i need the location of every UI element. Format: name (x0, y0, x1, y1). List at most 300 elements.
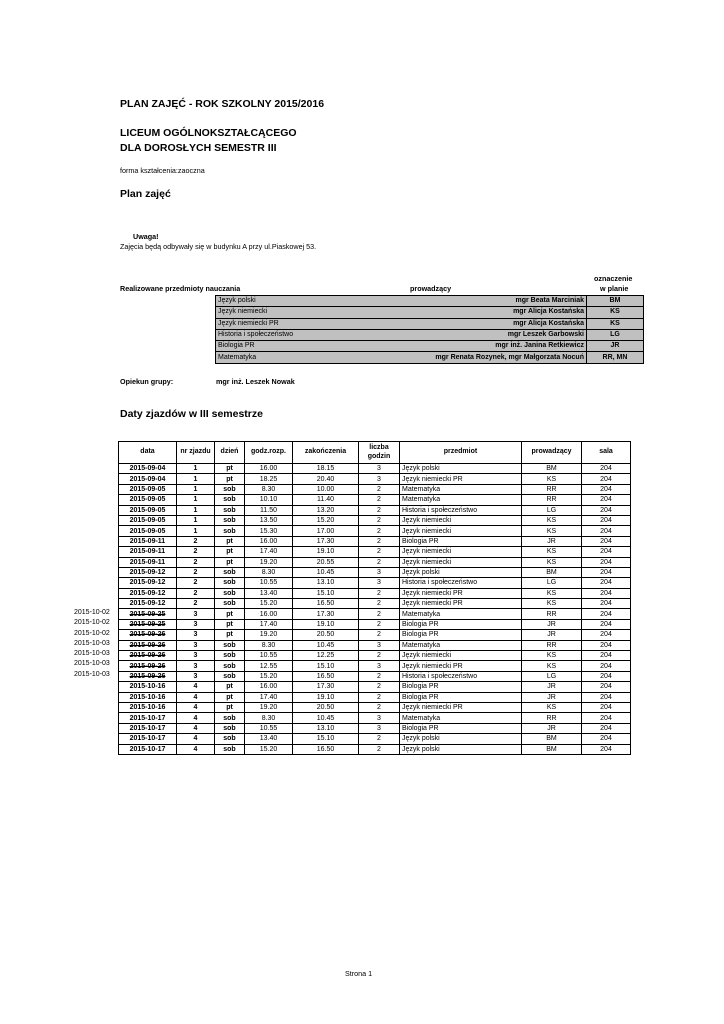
schedule-row (119, 661, 631, 671)
schedule-end: 10.00 (293, 484, 359, 494)
schedule-teacher: KS (522, 702, 582, 712)
schedule-row (119, 588, 631, 598)
subject-teacher: mgr Leszek Garbowski (390, 329, 587, 340)
schedule-hours: 2 (359, 744, 400, 754)
schedule-row (119, 547, 631, 557)
schedule-start: 8.30 (245, 484, 293, 494)
schedule-teacher: RR (522, 495, 582, 505)
schedule-nr: 1 (177, 526, 215, 536)
schedule-nr: 1 (177, 505, 215, 515)
schedule-row (119, 599, 631, 609)
schedule-row (119, 723, 631, 733)
schedule-row (119, 515, 631, 525)
schedule-hours: 3 (359, 713, 400, 723)
schedule-day: pt (215, 474, 245, 484)
schedule-hours: 2 (359, 630, 400, 640)
schedule-start: 15.20 (245, 671, 293, 681)
schedule-row (119, 609, 631, 619)
schedule-date: 2015-09-26 (119, 651, 177, 661)
schedule-hours: 2 (359, 702, 400, 712)
schedule-room: 204 (582, 547, 631, 557)
schedule-end: 10.45 (293, 567, 359, 577)
schedule-teacher: JR (522, 723, 582, 733)
schedule-hours: 2 (359, 682, 400, 692)
schedule-nr: 3 (177, 609, 215, 619)
subject-teacher: mgr inż. Janina Retkiewicz (390, 341, 587, 352)
schedule-end: 20.50 (293, 630, 359, 640)
schedule-end: 13.10 (293, 578, 359, 588)
schedule-end: 15.10 (293, 734, 359, 744)
schedule-hours: 3 (359, 474, 400, 484)
schedule-row (119, 557, 631, 567)
schedule-row (119, 567, 631, 577)
col-day: dzień (215, 442, 245, 464)
schedule-teacher: JR (522, 682, 582, 692)
schedule-end: 15.20 (293, 515, 359, 525)
schedule-hours: 2 (359, 619, 400, 629)
schedule-subject: Język polski (400, 567, 522, 577)
rescheduled-date: 2015-10-03 (74, 670, 110, 678)
schedule-start: 8.30 (245, 713, 293, 723)
subject-row (216, 307, 644, 318)
schedule-day: pt (215, 692, 245, 702)
schedule-room: 204 (582, 474, 631, 484)
schedule-row (119, 651, 631, 661)
schedule-day: sob (215, 588, 245, 598)
schedule-hours: 2 (359, 515, 400, 525)
notice-label: Uwaga! (133, 232, 159, 241)
schedule-day: pt (215, 464, 245, 474)
schedule-teacher: KS (522, 651, 582, 661)
schedule-teacher: KS (522, 588, 582, 598)
schedule-end: 19.10 (293, 692, 359, 702)
schedule-day: sob (215, 495, 245, 505)
schedule-start: 19.20 (245, 557, 293, 567)
schedule-start: 15.20 (245, 599, 293, 609)
schedule-nr: 3 (177, 619, 215, 629)
col-start: godz.rozp. (245, 442, 293, 464)
schedule-start: 10.10 (245, 495, 293, 505)
col-nr: nr zjazdu (177, 442, 215, 464)
subject-code: LG (587, 329, 644, 340)
schedule-date: 2015-09-05 (119, 484, 177, 494)
subject-name: Matematyka (216, 352, 391, 363)
schedule-date: 2015-10-17 (119, 713, 177, 723)
col-end: zakończenia (293, 442, 359, 464)
schedule-date: 2015-09-12 (119, 599, 177, 609)
schedule-room: 204 (582, 692, 631, 702)
schedule-hours: 2 (359, 671, 400, 681)
subject-code: KS (587, 318, 644, 329)
schedule-day: pt (215, 702, 245, 712)
schedule-date: 2015-09-04 (119, 464, 177, 474)
schedule-nr: 2 (177, 557, 215, 567)
schedule-subject: Biologia PR (400, 692, 522, 702)
schedule-room: 204 (582, 464, 631, 474)
schedule-end: 17.30 (293, 682, 359, 692)
schedule-nr: 2 (177, 578, 215, 588)
schedule-date: 2015-09-26 (119, 640, 177, 650)
schedule-subject: Język polski (400, 734, 522, 744)
schedule-nr: 4 (177, 744, 215, 754)
col-subject: przedmiot (400, 442, 522, 464)
col-room: sala (582, 442, 631, 464)
schedule-start: 13.40 (245, 588, 293, 598)
schedule-room: 204 (582, 702, 631, 712)
schedule-date: 2015-09-11 (119, 557, 177, 567)
subject-row (216, 329, 644, 340)
schedule-row (119, 630, 631, 640)
schedule-teacher: RR (522, 484, 582, 494)
page-number: Strona 1 (345, 969, 373, 978)
rescheduled-date: 2015-10-02 (74, 619, 110, 627)
schedule-nr: 2 (177, 599, 215, 609)
schedule-start: 8.30 (245, 640, 293, 650)
schedule-heading: Daty zjazdów w III semestrze (120, 408, 263, 420)
schedule-hours: 2 (359, 484, 400, 494)
schedule-hours: 2 (359, 547, 400, 557)
schedule-room: 204 (582, 557, 631, 567)
schedule-date: 2015-09-26 (119, 661, 177, 671)
schedule-date: 2015-09-25 (119, 619, 177, 629)
schedule-teacher: KS (522, 557, 582, 567)
schedule-start: 16.00 (245, 464, 293, 474)
schedule-row (119, 671, 631, 681)
schedule-date: 2015-09-26 (119, 630, 177, 640)
schedule-day: sob (215, 671, 245, 681)
subject-row (216, 341, 644, 352)
subject-name: Język niemiecki PR (216, 318, 391, 329)
schedule-teacher: RR (522, 640, 582, 650)
schedule-teacher: LG (522, 578, 582, 588)
schedule-start: 15.30 (245, 526, 293, 536)
schedule-hours: 3 (359, 578, 400, 588)
schedule-row (119, 744, 631, 754)
schedule-start: 16.00 (245, 609, 293, 619)
schedule-hours: 3 (359, 464, 400, 474)
schedule-start: 19.20 (245, 630, 293, 640)
schedule-nr: 3 (177, 651, 215, 661)
schedule-nr: 1 (177, 515, 215, 525)
schedule-hours: 3 (359, 567, 400, 577)
schedule-teacher: KS (522, 474, 582, 484)
subject-row (216, 296, 644, 307)
schedule-subject: Język niemiecki (400, 547, 522, 557)
schedule-teacher: KS (522, 547, 582, 557)
rescheduled-date: 2015-10-03 (74, 650, 110, 657)
page-title: PLAN ZAJĘĆ - ROK SZKOLNY 2015/2016 (120, 98, 325, 110)
schedule-end: 16.50 (293, 599, 359, 609)
schedule-teacher: KS (522, 599, 582, 609)
schedule-day: sob (215, 661, 245, 671)
schedule-end: 17.30 (293, 536, 359, 546)
schedule-room: 204 (582, 495, 631, 505)
schedule-date: 2015-09-05 (119, 526, 177, 536)
subject-name: Język niemiecki (216, 307, 391, 318)
plan-heading: Plan zajęć (120, 188, 171, 200)
schedule-date: 2015-09-12 (119, 578, 177, 588)
schedule-hours: 3 (359, 661, 400, 671)
schedule-room: 204 (582, 588, 631, 598)
schedule-subject: Język polski (400, 744, 522, 754)
schedule-room: 204 (582, 484, 631, 494)
schedule-room: 204 (582, 734, 631, 744)
schedule-nr: 2 (177, 588, 215, 598)
schedule-hours: 2 (359, 536, 400, 546)
schedule-end: 16.50 (293, 744, 359, 754)
schedule-end: 20.50 (293, 702, 359, 712)
schedule-day: pt (215, 557, 245, 567)
schedule-start: 12.55 (245, 661, 293, 671)
schedule-subject: Matematyka (400, 713, 522, 723)
schedule-subject: Język niemiecki PR (400, 702, 522, 712)
schedule-table (118, 441, 631, 755)
schedule-row (119, 578, 631, 588)
schedule-teacher: BM (522, 744, 582, 754)
schedule-teacher: RR (522, 609, 582, 619)
schedule-date: 2015-09-25 (119, 609, 177, 619)
subject-teacher: mgr Alicja Kostańska (390, 307, 587, 318)
schedule-date: 2015-10-17 (119, 744, 177, 754)
schedule-start: 10.55 (245, 651, 293, 661)
schedule-end: 19.10 (293, 547, 359, 557)
schedule-end: 11.40 (293, 495, 359, 505)
school-name-line2: DLA DOROSŁYCH SEMESTR III (120, 142, 277, 154)
subject-code: JR (587, 341, 644, 352)
schedule-hours: 3 (359, 640, 400, 650)
schedule-hours: 2 (359, 599, 400, 609)
schedule-nr: 4 (177, 702, 215, 712)
schedule-nr: 3 (177, 661, 215, 671)
schedule-room: 204 (582, 713, 631, 723)
schedule-end: 15.10 (293, 588, 359, 598)
schedule-day: sob (215, 505, 245, 515)
schedule-row (119, 464, 631, 474)
schedule-row (119, 682, 631, 692)
schedule-nr: 4 (177, 734, 215, 744)
schedule-start: 10.55 (245, 578, 293, 588)
schedule-row (119, 640, 631, 650)
subject-name: Język polski (216, 296, 391, 307)
subject-code: BM (587, 296, 644, 307)
subject-teacher: mgr Renata Rozynek, mgr Małgorzata Nocuń (390, 352, 587, 363)
schedule-date: 2015-09-05 (119, 505, 177, 515)
schedule-day: sob (215, 723, 245, 733)
schedule-nr: 2 (177, 536, 215, 546)
schedule-subject: Historia i społeczeństwo (400, 505, 522, 515)
schedule-row (119, 734, 631, 744)
schedule-nr: 2 (177, 567, 215, 577)
schedule-teacher: JR (522, 692, 582, 702)
schedule-end: 10.45 (293, 640, 359, 650)
schedule-start: 19.20 (245, 702, 293, 712)
schedule-day: pt (215, 609, 245, 619)
study-form: forma kształcenia:zaoczna (120, 166, 205, 175)
subject-name: Historia i społeczeństwo (216, 329, 391, 340)
schedule-room: 204 (582, 651, 631, 661)
schedule-subject: Język niemiecki PR (400, 588, 522, 598)
schedule-date: 2015-10-16 (119, 702, 177, 712)
schedule-room: 204 (582, 536, 631, 546)
schedule-teacher: JR (522, 619, 582, 629)
schedule-row (119, 713, 631, 723)
subject-code: RR, MN (587, 352, 644, 363)
schedule-row (119, 505, 631, 515)
schedule-room: 204 (582, 515, 631, 525)
schedule-subject: Historia i społeczeństwo (400, 671, 522, 681)
schedule-subject: Biologia PR (400, 536, 522, 546)
teacher-header: prowadzący (410, 284, 452, 293)
schedule-day: pt (215, 536, 245, 546)
schedule-nr: 4 (177, 682, 215, 692)
schedule-subject: Matematyka (400, 495, 522, 505)
schedule-subject: Biologia PR (400, 723, 522, 733)
schedule-row (119, 474, 631, 484)
schedule-teacher: BM (522, 464, 582, 474)
schedule-subject: Matematyka (400, 484, 522, 494)
schedule-date: 2015-09-04 (119, 474, 177, 484)
schedule-date: 2015-09-05 (119, 515, 177, 525)
schedule-date: 2015-09-05 (119, 495, 177, 505)
schedule-date: 2015-10-17 (119, 734, 177, 744)
schedule-day: sob (215, 734, 245, 744)
schedule-room: 204 (582, 640, 631, 650)
rescheduled-date: 2015-10-02 (74, 629, 110, 637)
col-date: data (119, 442, 177, 464)
subjects-header: Realizowane przedmioty nauczania (120, 284, 241, 293)
schedule-hours: 2 (359, 557, 400, 567)
schedule-end: 15.10 (293, 661, 359, 671)
subject-row (216, 318, 644, 329)
schedule-teacher: JR (522, 630, 582, 640)
schedule-room: 204 (582, 526, 631, 536)
schedule-room: 204 (582, 723, 631, 733)
schedule-row (119, 536, 631, 546)
schedule-teacher: BM (522, 734, 582, 744)
schedule-header-row (119, 442, 631, 464)
schedule-date: 2015-10-16 (119, 682, 177, 692)
schedule-room: 204 (582, 682, 631, 692)
schedule-subject: Język niemiecki (400, 651, 522, 661)
schedule-start: 17.40 (245, 692, 293, 702)
schedule-day: sob (215, 744, 245, 754)
schedule-room: 204 (582, 661, 631, 671)
schedule-start: 16.00 (245, 536, 293, 546)
schedule-hours: 2 (359, 651, 400, 661)
schedule-room: 204 (582, 567, 631, 577)
schedule-hours: 2 (359, 505, 400, 515)
schedule-date: 2015-09-26 (119, 671, 177, 681)
schedule-nr: 1 (177, 474, 215, 484)
schedule-subject: Język niemiecki PR (400, 599, 522, 609)
schedule-date: 2015-09-11 (119, 536, 177, 546)
schedule-subject: Matematyka (400, 640, 522, 650)
schedule-hours: 2 (359, 495, 400, 505)
schedule-row (119, 619, 631, 629)
schedule-teacher: LG (522, 505, 582, 515)
schedule-nr: 1 (177, 464, 215, 474)
notice-text: Zajęcia będą odbywały się w budynku A przy ul.Piaskowej 53. (120, 242, 317, 251)
schedule-day: pt (215, 630, 245, 640)
rescheduled-date: 2015-10-02 (74, 609, 110, 616)
code-header-line2: w planie (600, 284, 629, 293)
schedule-room: 204 (582, 744, 631, 754)
schedule-subject: Historia i społeczeństwo (400, 578, 522, 588)
subjects-table (215, 295, 644, 364)
col-teacher: prowadzący (522, 442, 582, 464)
schedule-room: 204 (582, 578, 631, 588)
schedule-start: 18.25 (245, 474, 293, 484)
schedule-nr: 4 (177, 713, 215, 723)
schedule-start: 16.00 (245, 682, 293, 692)
schedule-subject: Język niemiecki PR (400, 661, 522, 671)
schedule-day: pt (215, 619, 245, 629)
guardian-label: Opiekun grupy: (120, 377, 174, 386)
schedule-row (119, 702, 631, 712)
schedule-start: 15.20 (245, 744, 293, 754)
schedule-nr: 2 (177, 547, 215, 557)
schedule-end: 13.20 (293, 505, 359, 515)
rescheduled-date: 2015-10-03 (74, 639, 110, 647)
schedule-start: 13.40 (245, 734, 293, 744)
schedule-start: 17.40 (245, 547, 293, 557)
schedule-teacher: RR (522, 713, 582, 723)
schedule-end: 19.10 (293, 619, 359, 629)
schedule-teacher: KS (522, 515, 582, 525)
schedule-teacher: BM (522, 567, 582, 577)
schedule-teacher: KS (522, 661, 582, 671)
schedule-row (119, 692, 631, 702)
subject-teacher: mgr Alicja Kostańska (390, 318, 587, 329)
schedule-subject: Język niemiecki (400, 526, 522, 536)
schedule-teacher: KS (522, 526, 582, 536)
schedule-teacher: JR (522, 536, 582, 546)
schedule-room: 204 (582, 630, 631, 640)
schedule-date: 2015-10-16 (119, 692, 177, 702)
schedule-start: 13.50 (245, 515, 293, 525)
schedule-hours: 3 (359, 723, 400, 733)
schedule-subject: Biologia PR (400, 619, 522, 629)
schedule-end: 20.40 (293, 474, 359, 484)
schedule-day: sob (215, 484, 245, 494)
schedule-nr: 4 (177, 692, 215, 702)
schedule-end: 18.15 (293, 464, 359, 474)
schedule-end: 10.45 (293, 713, 359, 723)
schedule-day: sob (215, 526, 245, 536)
schedule-date: 2015-09-12 (119, 588, 177, 598)
schedule-subject: Matematyka (400, 609, 522, 619)
subject-code: KS (587, 307, 644, 318)
schedule-day: sob (215, 567, 245, 577)
schedule-hours: 2 (359, 588, 400, 598)
schedule-day: sob (215, 578, 245, 588)
schedule-row (119, 484, 631, 494)
schedule-day: pt (215, 547, 245, 557)
schedule-hours: 2 (359, 692, 400, 702)
subject-row (216, 352, 644, 363)
schedule-hours: 2 (359, 734, 400, 744)
schedule-day: sob (215, 599, 245, 609)
schedule-start: 11.50 (245, 505, 293, 515)
schedule-subject: Język niemiecki PR (400, 474, 522, 484)
schedule-room: 204 (582, 599, 631, 609)
rescheduled-date: 2015-10-03 (74, 660, 110, 668)
schedule-subject: Język niemiecki (400, 557, 522, 567)
schedule-end: 20.55 (293, 557, 359, 567)
col-hours: liczba godzin (359, 442, 400, 464)
schedule-subject: Biologia PR (400, 682, 522, 692)
schedule-subject: Język polski (400, 464, 522, 474)
